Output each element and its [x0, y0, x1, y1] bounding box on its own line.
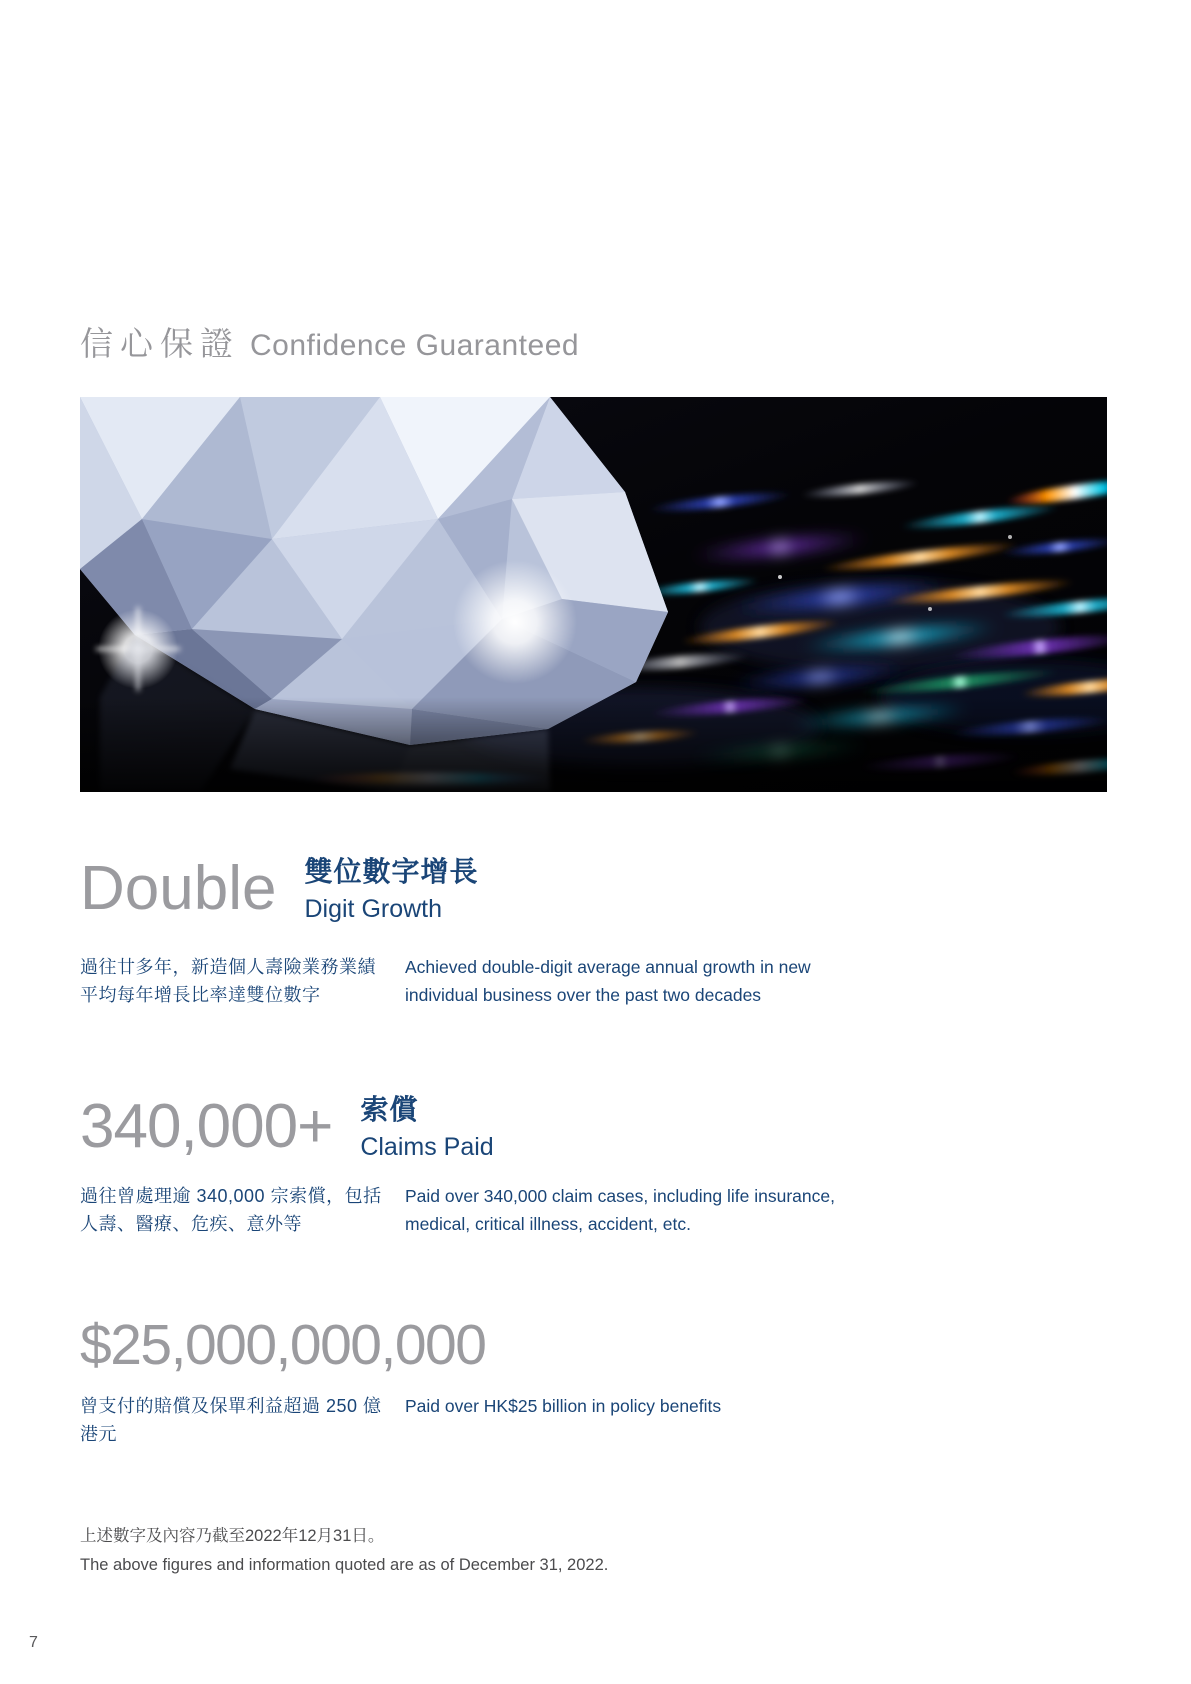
stat-description-zh [80, 1182, 405, 1238]
footnote [80, 1522, 608, 1580]
stat-block-claims-paid [80, 1086, 1107, 1238]
footnote-zh: 上述數字及內容乃截至2022年12月31日。 [80, 1527, 385, 1545]
page-title-en: Confidence Guaranteed [250, 329, 580, 362]
stat-block-policy-benefits [80, 1308, 1107, 1448]
desc-en-line: Achieved double-digit average annual growth in new [405, 957, 811, 977]
stat-description-en [405, 953, 965, 1009]
desc-zh-line: 過往曾處理逾 340,000 宗索償，包括 [80, 1186, 382, 1206]
diamond-illustration [80, 397, 1107, 792]
stat-label-en: Digit Growth [304, 895, 443, 923]
hero-image [80, 397, 1107, 792]
stat-description-en [405, 1182, 965, 1238]
stat-label-zh: 索償 [360, 1094, 419, 1125]
stat-description-en [405, 1392, 965, 1448]
stat-figure: $25,000,000,000 [80, 1313, 486, 1377]
footnote-en: The above figures and information quoted are as of December 31, 2022. [80, 1556, 609, 1574]
stat-label-en: Claims Paid [360, 1133, 494, 1161]
stat-block-double-digit-growth [80, 848, 1107, 1009]
stat-figure: Double [80, 854, 277, 923]
stat-description-zh [80, 1392, 405, 1448]
desc-zh-line: 過往廿多年，新造個人壽險業務業績 [80, 957, 376, 977]
page-number: 7 [29, 1634, 38, 1651]
page-title [80, 318, 579, 365]
desc-zh-line: 平均每年增長比率達雙位數字 [80, 985, 321, 1005]
desc-en-line: individual business over the past two decades [405, 985, 762, 1005]
stat-figure: 340,000+ [80, 1092, 333, 1161]
desc-zh-line: 港元 [80, 1424, 117, 1444]
desc-en-line: Paid over HK$25 billion in policy benefits [405, 1396, 722, 1416]
desc-en-line: Paid over 340,000 claim cases, including life insurance, [405, 1186, 835, 1206]
stat-description-zh [80, 953, 405, 1009]
desc-en-line: medical, critical illness, accident, etc. [405, 1214, 691, 1234]
page-title-zh: 信心保證 [80, 325, 240, 362]
stat-label-zh: 雙位數字增長 [304, 856, 479, 887]
desc-zh-line: 曾支付的賠償及保單利益超過 250 億 [80, 1396, 382, 1416]
desc-zh-line: 人壽、醫療、危疾、意外等 [80, 1214, 302, 1234]
